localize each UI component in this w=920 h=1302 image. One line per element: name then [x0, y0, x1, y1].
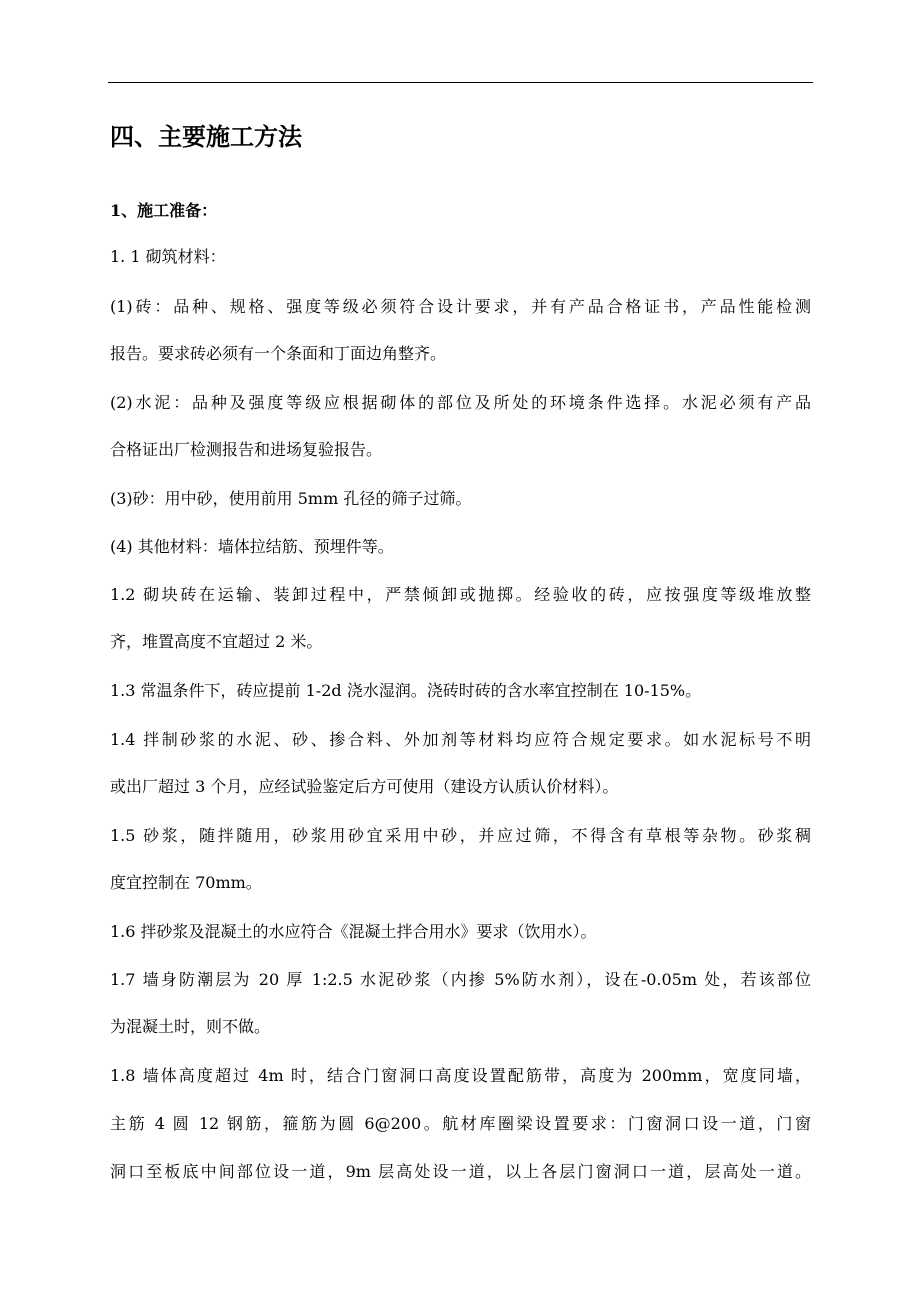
text-line: 1.2 砌块砖在运输、装卸过程中，严禁倾卸或抛掷。经验收的砖，应按强度等级堆放整 — [110, 585, 811, 604]
text-line: 为混凝土时，则不做。 — [110, 1017, 271, 1036]
text-line: (4) 其他材料：墙体拉结筋、预埋件等。 — [110, 537, 394, 556]
section-heading: 四、主要施工方法 — [110, 122, 302, 151]
text-line: 主筋 4 圆 12 钢筋，箍筋为圆 6@200。航材库圈梁设置要求：门窗洞口设一道，门窗 — [110, 1114, 811, 1133]
text-line: 1.8 墙体高度超过 4m 时，结合门窗洞口高度设置配筋带，高度为 200mm，宽度同墙， — [110, 1066, 811, 1085]
text-line: 齐，堆置高度不宜超过 2 米。 — [110, 632, 323, 651]
text-line: (2)水泥：品种及强度等级应根据砌体的部位及所处的环境条件选择。水泥必须有产品 — [110, 393, 811, 412]
text-line: 1.6 拌砂浆及混凝土的水应符合《混凝土拌合用水》要求（饮用水）。 — [110, 922, 597, 941]
text-line: 或出厂超过 3 个月，应经试验鉴定后方可使用（建设方认质认价材料）。 — [110, 777, 619, 796]
text-line: 度宜控制在 70mm。 — [110, 873, 262, 892]
subsection-heading: 1、施工准备： — [110, 201, 218, 220]
text-line: 报告。要求砖必须有一个条面和丁面边角整齐。 — [110, 344, 447, 363]
header-rule — [108, 82, 813, 83]
text-line: 1.3 常温条件下，砖应提前 1-2d 浇水湿润。浇砖时砖的含水率宜控制在 10-15%。 — [110, 681, 702, 700]
text-line: (3)砂：用中砂，使用前用 5mm 孔径的筛子过筛。 — [110, 489, 472, 508]
text-line: 1.7 墙身防潮层为 20 厚 1:2.5 水泥砂浆（内掺 5%防水剂），设在-0.05m 处，若该部位 — [110, 970, 811, 989]
text-line: (1)砖：品种、规格、强度等级必须符合设计要求，并有产品合格证书，产品性能检测 — [110, 297, 811, 316]
text-line: 合格证出厂检测报告和进场复验报告。 — [110, 440, 383, 459]
text-line: 1.5 砂浆，随拌随用，砂浆用砂宜采用中砂，并应过筛，不得含有草根等杂物。砂浆稠 — [110, 826, 811, 845]
text-line: 洞口至板底中间部位设一道，9m 层高处设一道，以上各层门窗洞口一道，层高处一道。 — [110, 1162, 811, 1181]
text-line: 1. 1 砌筑材料： — [110, 247, 226, 266]
text-line: 1.4 拌制砂浆的水泥、砂、掺合料、外加剂等材料均应符合规定要求。如水泥标号不明 — [110, 730, 811, 749]
